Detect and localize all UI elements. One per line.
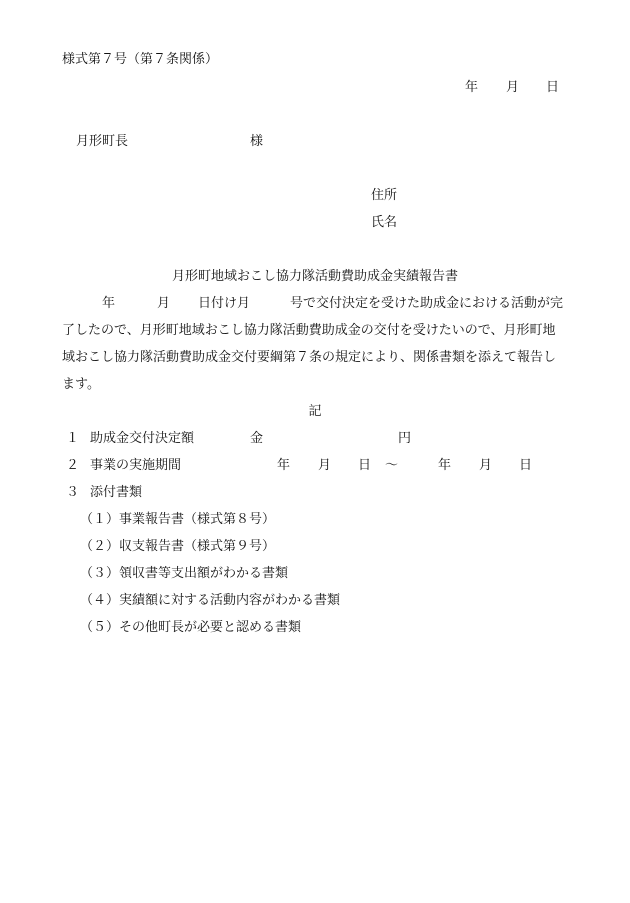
end-year: 年 bbox=[438, 458, 452, 473]
name-label: 氏名 bbox=[371, 215, 398, 230]
document-title: 月形町地域おこし協力隊活動費助成金実績報告書 bbox=[171, 269, 458, 284]
item-label: 事業の実施期間 bbox=[90, 458, 182, 473]
body-year: 年 bbox=[102, 296, 116, 311]
form-number: 様式第７号（第７条関係） bbox=[62, 52, 219, 67]
start-year: 年 bbox=[277, 458, 291, 473]
start-day: 日 bbox=[358, 458, 372, 473]
body-day-dated: 日付け月 bbox=[198, 296, 251, 311]
attachment-item: （１）事業報告書（様式第８号） bbox=[80, 512, 276, 527]
attachment-item: （４）実績額に対する活動内容がわかる書類 bbox=[80, 593, 341, 608]
date-day: 日 bbox=[546, 80, 560, 95]
address-label: 住所 bbox=[371, 188, 398, 203]
attachment-item: （５）その他町長が必要と認める書類 bbox=[80, 620, 302, 635]
body-month: 月 bbox=[157, 296, 171, 311]
item-number: ２ bbox=[66, 458, 80, 473]
date-year: 年 bbox=[465, 80, 479, 95]
item-label: 添付書類 bbox=[90, 485, 143, 500]
start-month: 月 bbox=[318, 458, 332, 473]
item-label: 助成金交付決定額 bbox=[90, 431, 195, 446]
amount-suffix: 円 bbox=[398, 431, 412, 446]
period-separator: ～ bbox=[385, 458, 399, 473]
addressee-honorific: 様 bbox=[250, 134, 264, 149]
end-month: 月 bbox=[479, 458, 493, 473]
attachment-item: （３）領収書等支出額がわかる書類 bbox=[80, 566, 289, 581]
attachment-item: （２）収支報告書（様式第９号） bbox=[80, 539, 276, 554]
ki-marker: 記 bbox=[308, 404, 322, 419]
item-number: ３ bbox=[66, 485, 80, 500]
body-line4: ます。 bbox=[62, 377, 100, 392]
body-line1-rest: 号で交付決定を受けた助成金における活動が完 bbox=[290, 296, 564, 311]
item-number: １ bbox=[66, 431, 80, 446]
amount-prefix: 金 bbox=[250, 431, 264, 446]
body-line2: 了したので、月形町地域おこし協力隊活動費助成金の交付を受けたいので、月形町地 bbox=[62, 323, 556, 338]
end-day: 日 bbox=[519, 458, 533, 473]
body-line3: 域おこし協力隊活動費助成金交付要綱第７条の規定により、関係書類を添えて報告し bbox=[62, 350, 557, 365]
addressee-name: 月形町長 bbox=[76, 134, 129, 149]
date-month: 月 bbox=[506, 80, 520, 95]
